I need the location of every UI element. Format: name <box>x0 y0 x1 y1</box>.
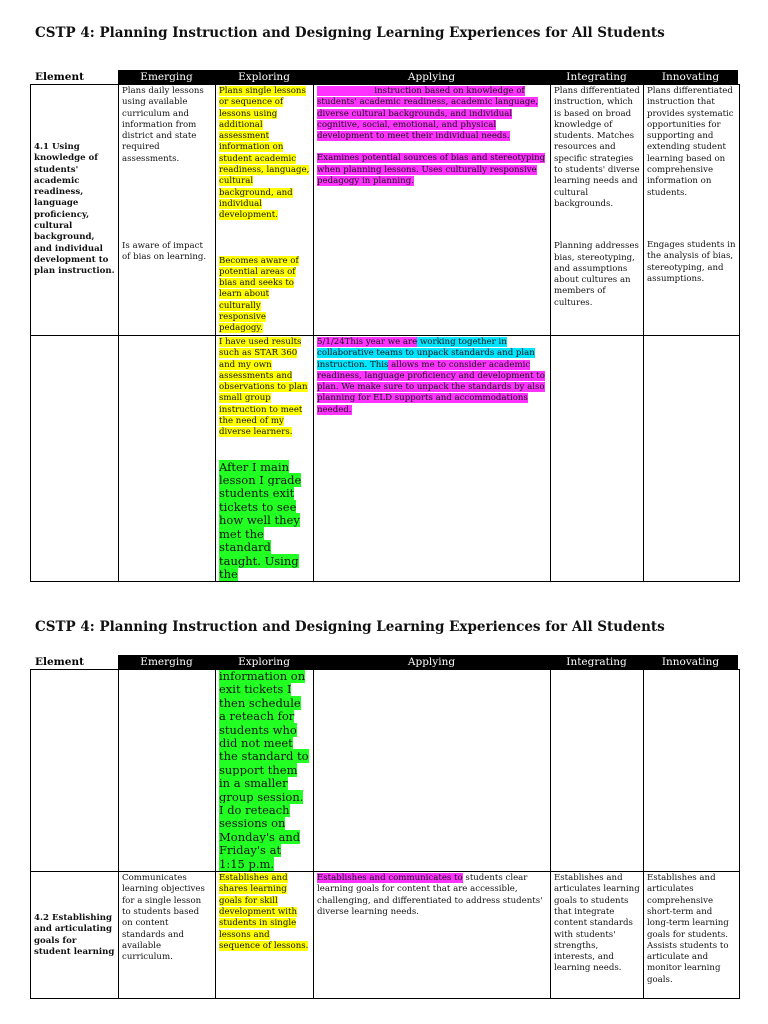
header-integrating: Integrating <box>550 655 643 670</box>
emerging-cell <box>119 85 216 336</box>
header-exploring: Exploring <box>215 70 313 85</box>
header-emerging: Emerging <box>118 655 215 670</box>
applying-collab-text: working together in collaborative teams to unpack standards and plan instruction. This <box>317 337 535 370</box>
cstp-table-page2 <box>30 669 740 999</box>
element-cell <box>31 670 119 872</box>
integrating-text: Establishes and articulates learning goals to students that integrate content standards with students' strengths, interests, and learning needs. <box>554 873 640 974</box>
header-element: Element <box>30 655 117 670</box>
innovating-bias-text: Engages students in the analysis of bias, stereotyping, and assumptions. <box>647 239 736 284</box>
element-4-2-label: 4.2 Establishing and articulating goals for student learning <box>34 913 115 957</box>
innovating-cell <box>644 872 740 999</box>
integrating-text: Plans differentiated instruction, which is based on broad knowledge of students. Matches resources and specific strategies to students' diverse learning needs and cultural backgrounds. <box>554 86 640 209</box>
emerging-bias-text: Is aware of impact of bias on learning. <box>122 241 207 263</box>
integrating-cell <box>551 670 644 872</box>
table-row <box>31 872 740 999</box>
header-element: Element <box>30 70 117 85</box>
exploring-exit-ticket-text: After I main lesson I grade students exit tickets to see how well they met the standard taught. Using the <box>219 459 302 581</box>
integrating-cell <box>551 85 644 336</box>
exploring-text: Plans single lessons or sequence of lessons using additional assessment information on student academic readiness, language, cultural background, and individual development. <box>219 86 310 221</box>
exploring-cell <box>216 336 314 582</box>
table-header <box>30 70 738 85</box>
cstp-table-page1 <box>30 84 740 582</box>
header-emerging: Emerging <box>118 70 215 85</box>
emerging-cell <box>119 872 216 999</box>
exploring-reflection-text: I have used results such as STAR 360 and my own assessments and observations to plan small group instruction to meet the need of my diverse learners. <box>219 337 308 438</box>
applying-text: students clear learning goals for content that are accessible, challenging, and differentiated to address students' diverse learning needs. <box>317 873 543 917</box>
exploring-text: Establishes and shares learning goals for skill development with students in single lessons and sequence of lessons. <box>219 873 309 951</box>
emerging-cell <box>119 670 216 872</box>
exploring-cell <box>216 85 314 336</box>
innovating-text: Plans differentiated instruction that provides systematic opportunities for supporting and extending student learning based on comprehensive information on students. <box>647 86 734 198</box>
applying-date-text: 5/1/24This year we are <box>317 337 418 347</box>
integrating-bias-text: Planning addresses bias, stereotyping, and assumptions about cultures an members of cultures. <box>554 241 639 308</box>
applying-bias-text: Examines potential sources of bias and stereotyping when planning lessons. Uses culturally responsive pedagogy in planning. <box>317 153 546 187</box>
exploring-cell <box>216 872 314 999</box>
element-cell <box>31 85 119 336</box>
integrating-cell <box>551 336 644 582</box>
applying-cell <box>314 872 551 999</box>
exploring-reteach-text: information on exit tickets I then schedule a reteach for students who did not meet the standard to support them in a smaller group session. I do reteach sessions on Monday's and Friday's at 1:15 p.m. <box>219 669 309 871</box>
integrating-cell <box>551 872 644 999</box>
table-row <box>31 670 740 872</box>
exploring-cell <box>216 670 314 872</box>
header-integrating: Integrating <box>550 70 643 85</box>
innovating-cell <box>644 670 740 872</box>
innovating-cell <box>644 85 740 336</box>
innovating-text: Establishes and articulates comprehensive short-term and long-term learning goals for students. Assists students to articulate and monitor learning goals. <box>647 873 729 985</box>
applying-cell <box>314 85 551 336</box>
header-applying: Applying <box>313 655 550 670</box>
element-cell <box>31 336 119 582</box>
applying-reflection-text: allows me to consider academic readiness, language proficiency and development to plan. We make sure to unpack the standards by also planning for ELD supports and accommodations needed. <box>317 359 545 415</box>
emerging-cell <box>119 336 216 582</box>
table-row <box>31 85 740 336</box>
emerging-text: Plans daily lessons using available curriculum and information from district and state required assessments. <box>122 86 204 164</box>
emerging-text: Communicates learning objectives for a single lesson to students based on content standards and available curriculum. <box>122 873 205 963</box>
applying-cell <box>314 336 551 582</box>
innovating-cell <box>644 336 740 582</box>
exploring-bias-text: Becomes aware of potential areas of bias and seeks to learn about culturally responsive pedagogy. <box>219 255 299 334</box>
table-header <box>30 655 738 670</box>
element-4-1-label: 4.1 Using knowledge of students' academic readiness, language proficiency, cultural background, and individual development to plan instruction. <box>34 142 115 277</box>
page-title: CSTP 4: Planning Instruction and Designing Learning Experiences for All Students <box>35 619 665 635</box>
applying-cell <box>314 670 551 872</box>
header-applying: Applying <box>313 70 550 85</box>
applying-highlight-text: Establishes and communicates to <box>317 873 463 884</box>
element-cell <box>31 872 119 999</box>
applying-highlight-pad <box>317 86 372 96</box>
header-innovating: Innovating <box>643 70 738 85</box>
applying-text: instruction based on knowledge of students' academic readiness, academic language, diverse cultural backgrounds, and individual cognitive, social, emotional, and physical development to meet their individual needs. <box>317 86 539 142</box>
page-title: CSTP 4: Planning Instruction and Designing Learning Experiences for All Students <box>35 25 665 41</box>
table-row <box>31 336 740 582</box>
header-innovating: Innovating <box>643 655 738 670</box>
header-exploring: Exploring <box>215 655 313 670</box>
